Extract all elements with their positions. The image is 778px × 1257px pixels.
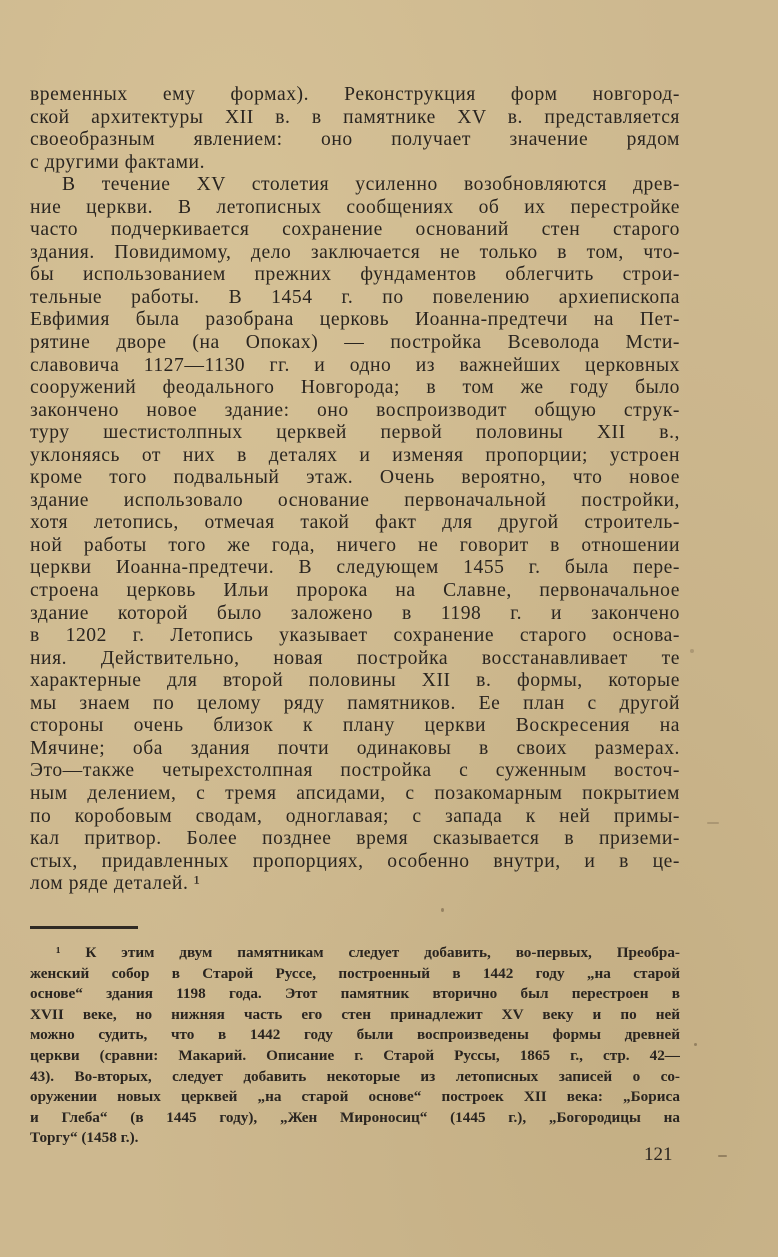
footnote-line: можно судить, что в 1442 году были воспроизведены формы древней (30, 1026, 680, 1044)
paper-speck (718, 1155, 727, 1157)
text-line: церкви Иоанна-предтечи. В следующем 1455 г. была пере- (30, 557, 680, 579)
paper-speck (441, 908, 444, 912)
text-line: ния. Действительно, новая постройка восстанавливает те (30, 647, 680, 669)
footnote-line: 43). Во-вторых, следует добавить некоторые из летописных записей о со- (30, 1067, 680, 1085)
paper-speck (694, 1043, 697, 1046)
text-line: в 1202 г. Летопись указывает сохранение старого основа- (30, 625, 680, 647)
text-line: бы использованием прежних фундаментов облегчить строи- (30, 264, 680, 286)
text-line: характерные для второй половины XII в. формы, которые (30, 670, 680, 692)
text-line: лом ряде деталей. ¹ (30, 873, 201, 895)
footnote-line: XVII веке, но нижняя часть его стен принадлежит XV веку и по ней (30, 1005, 680, 1023)
footnote-divider (30, 926, 138, 929)
text-line: Это—также четырехстолпная постройка с суженным восточ- (30, 760, 680, 782)
text-line: ской архитектуры XII в. в памятнике XV в. представляется (30, 106, 680, 128)
paper-speck (690, 649, 694, 653)
text-line: мы знаем по целому ряду памятников. Ее план с другой (30, 692, 680, 714)
text-line: туру шестистолпных церквей первой половины XII в., (30, 422, 680, 444)
footnote-line: ¹ К этим двум памятникам следует добавить, во-первых, Преобра- (56, 944, 680, 961)
text-line: здания. Повидимому, дело заключается не только в том, что- (30, 241, 680, 263)
text-line: стороны очень близок к плану церкви Воскресения на (30, 715, 680, 737)
text-line: рятине дворе (на Опоках) — постройка Всеволода Мсти- (30, 332, 680, 354)
text-line: Евфимия была разобрана церковь Иоанна-предтечи на Пет- (30, 309, 680, 331)
text-line: с другими фактами. (30, 151, 206, 173)
footnote-line: и Глеба“ (в 1445 году), „Жен Мироносиц“ (1445 г.), „Богородицы на (30, 1108, 680, 1126)
text-line: здание которой было заложено в 1198 г. и закончено (30, 602, 680, 624)
footnote-line: основе“ здания 1198 года. Этот памятник вторично был перестроен в (30, 985, 680, 1003)
text-line: ние церкви. В летописных сообщениях об их перестройке (30, 196, 680, 218)
text-line: ным делением, с тремя апсидами, с позакомарным покрытием (30, 782, 680, 804)
text-line: хотя летопись, отмечая такой факт для другой строитель- (30, 512, 680, 534)
text-line: стых, придавленных пропорциях, особенно внутри, и в це- (30, 850, 680, 872)
text-line: своеобразным явлением: оно получает значение рядом (30, 129, 680, 151)
text-line: строена церковь Ильи пророка на Славне, первоначальное (30, 580, 680, 602)
text-line: часто подчеркивается сохранение оснований стен старого (30, 219, 680, 241)
text-line: Мячине; оба здания почти одинаковы в своих размерах. (30, 737, 680, 759)
text-line: здание использовало основание первоначальной постройки, (30, 489, 680, 511)
footnote-line: оружении новых церквей „на старой основе“ построек XII века: „Бориса (30, 1088, 680, 1106)
main-text (30, 84, 680, 896)
text-line: В течение XV столетия усиленно возобновляются древ- (62, 174, 680, 196)
paper-speck (707, 822, 719, 824)
text-line: временных ему формах). Реконструкция форм новгород- (30, 84, 680, 105)
text-line: кроме того подвальный этаж. Очень вероятно, что новое (30, 467, 680, 489)
text-line: ной работы того же года, ничего не говорит в отношении (30, 534, 680, 556)
text-line: кал притвор. Более позднее время сказывается в приземи- (30, 828, 680, 850)
footnote-line: Торгу“ (1458 г.). (30, 1129, 139, 1147)
text-line: по коробовым сводам, одноглавая; с запада к ней примы- (30, 805, 680, 827)
page-number: 121 (644, 1144, 673, 1165)
text-line: закончено новое здание: оно воспроизводит общую струк- (30, 399, 680, 421)
footnote (30, 943, 680, 1149)
text-line: сооружений феодального Новгорода; в том же году было (30, 377, 680, 399)
text-line: уклоняясь от них в деталях и изменяя пропорции; устроен (30, 444, 680, 466)
text-line: славовича 1127—1130 гг. и одно из важнейших церковных (30, 354, 680, 376)
footnote-line: женский собор в Старой Руссе, построенный в 1442 году „на старой (30, 964, 680, 982)
text-line: тельные работы. В 1454 г. по повелению архиепископа (30, 286, 680, 308)
footnote-line: церкви (сравни: Макарий. Описание г. Старой Руссы, 1865 г., стр. 42— (30, 1046, 680, 1064)
